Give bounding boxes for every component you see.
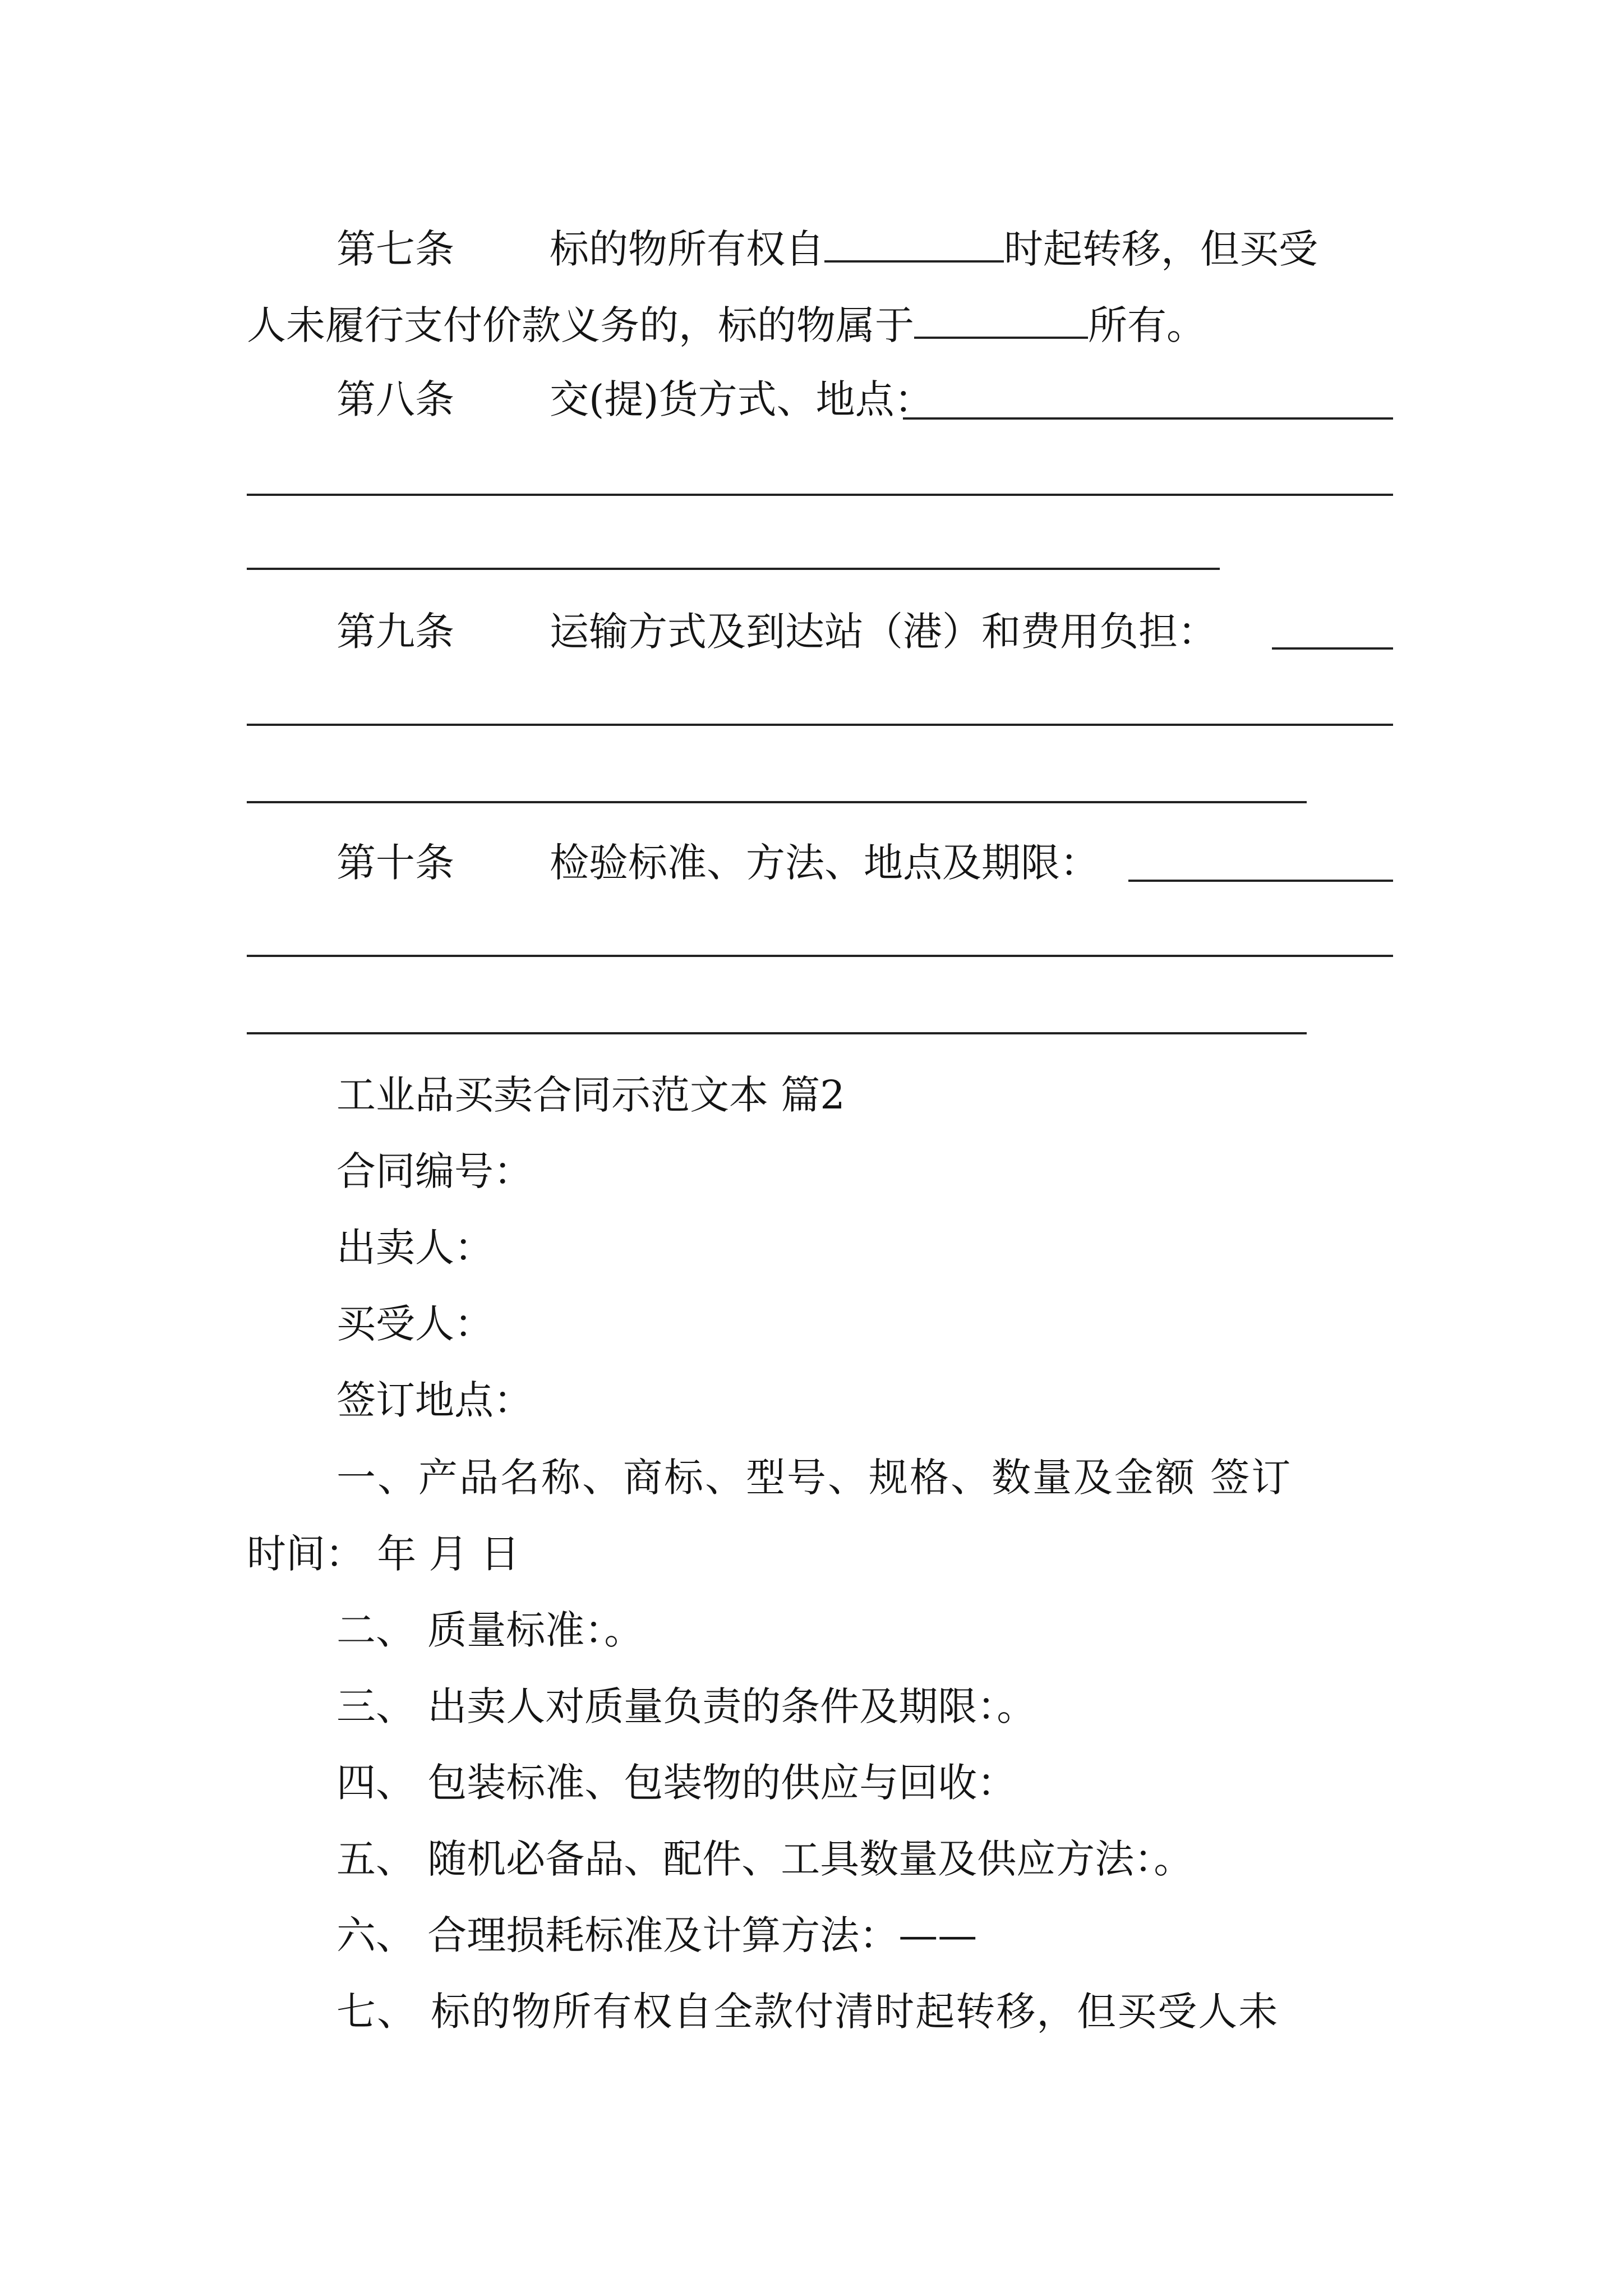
- contract-number-label: 合同编号：: [336, 1148, 533, 1194]
- article-9-label: 第九条: [336, 609, 454, 655]
- article-8-line-1: [336, 372, 934, 426]
- item-1-line-2: 时间： 年 月 日: [247, 1531, 520, 1577]
- article-8-blank-2[interactable]: [247, 494, 1393, 496]
- article-7-label: 第七条: [336, 226, 454, 272]
- article-7-line-1: [336, 220, 1318, 276]
- section-2-heading: 工业品买卖合同示范文本 篇2: [336, 1072, 845, 1118]
- item-2: 二、 质量标准：。: [336, 1607, 644, 1653]
- article-10-line-1: [336, 836, 1099, 890]
- article-9-line-1: [336, 605, 1217, 659]
- article-10-blank-3[interactable]: [247, 1032, 1307, 1034]
- item-7: 七、 标的物所有权自全款付清时起转移，但买受人未: [336, 1989, 1279, 2035]
- article-10-text: 检验标准、方法、地点及期限：: [550, 840, 1099, 886]
- article-7-text-a: 标的物所有权自: [550, 226, 824, 272]
- article-7-line2-a: 人未履行支付价款义务的，标的物属于: [247, 302, 914, 348]
- ownership-transfer-blank[interactable]: [824, 220, 1004, 263]
- article-7-line2-b: 所有。: [1088, 302, 1206, 348]
- article-9-text: 运输方式及到达站（港）和费用负担：: [550, 609, 1217, 655]
- article-8-text: 交(提)货方式、地点：: [550, 376, 934, 422]
- article-7-text-b: 时起转移，但买受: [1004, 226, 1318, 272]
- item-6: 六、 合理损耗标准及计算方法：——: [336, 1912, 978, 1958]
- article-9-blank-2[interactable]: [247, 724, 1393, 726]
- item-4: 四、 包装标准、包装物的供应与回收：: [336, 1760, 1017, 1806]
- article-10-blank-2[interactable]: [247, 955, 1393, 957]
- article-7-line-2: [247, 296, 1206, 352]
- article-8-label: 第八条: [336, 376, 454, 422]
- article-10-label: 第十条: [336, 840, 454, 886]
- item-1-line-1: 一、产品名称、商标、型号、规格、数量及金额 签订: [336, 1455, 1293, 1501]
- item-3: 三、 出卖人对质量负责的条件及期限：。: [336, 1683, 1036, 1729]
- article-8-blank-1[interactable]: [903, 417, 1393, 420]
- item-5: 五、 随机必备品、配件、工具数量及供应方法：。: [336, 1836, 1193, 1882]
- buyer-label: 买受人：: [336, 1301, 494, 1347]
- article-10-blank-1[interactable]: [1128, 880, 1393, 882]
- article-8-blank-3[interactable]: [247, 568, 1220, 570]
- signing-place-label: 签订地点：: [336, 1377, 533, 1423]
- article-9-blank-1[interactable]: [1272, 647, 1393, 650]
- article-9-blank-3[interactable]: [247, 801, 1307, 803]
- seller-label: 出卖人：: [336, 1225, 494, 1271]
- ownership-owner-blank[interactable]: [914, 296, 1088, 339]
